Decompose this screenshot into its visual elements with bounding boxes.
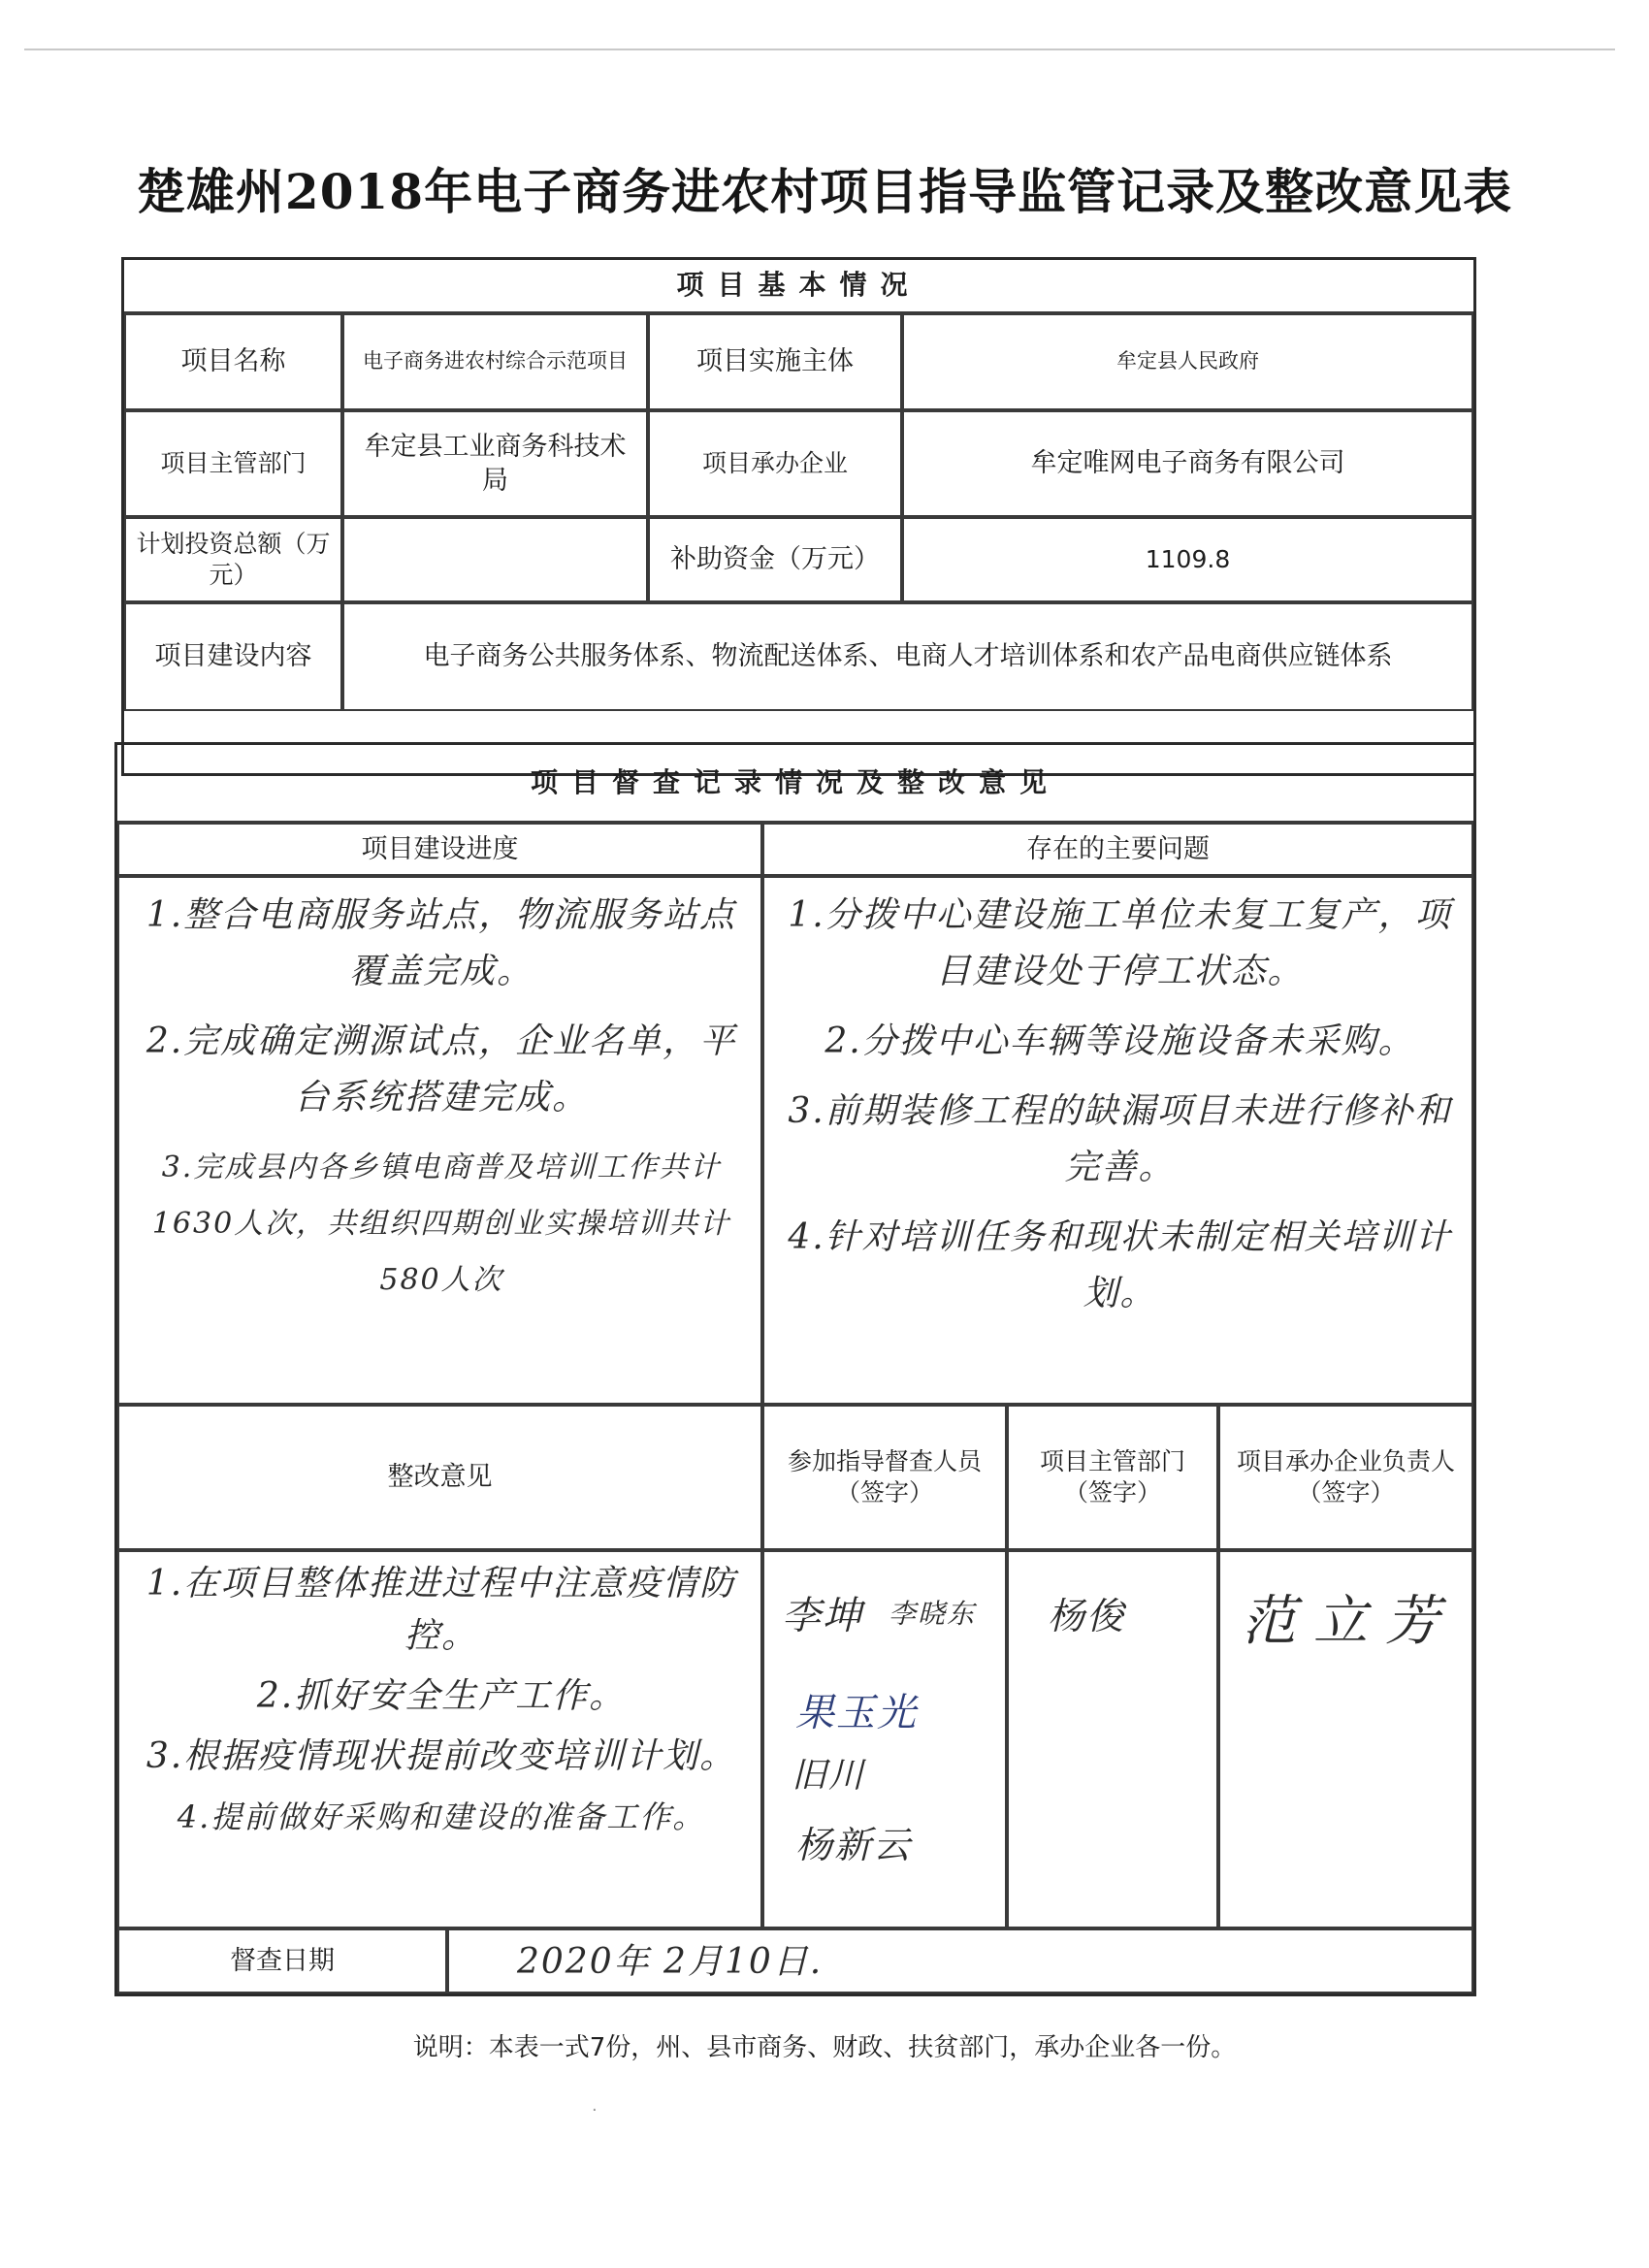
- inspector-signature: 李坤: [782, 1594, 863, 1638]
- project-name-label: 项目名称: [124, 313, 342, 410]
- date-value-cell: [447, 1928, 1473, 1993]
- dept-sign-header: 项目主管部门（签字）: [1007, 1405, 1218, 1550]
- problem-item: 3.前期装修工程的缺漏项目未进行修补和完善。: [788, 1091, 1452, 1187]
- company-label: 项目承办企业: [648, 410, 902, 517]
- dept-value: 牟定县工业商务科技术局: [342, 410, 648, 517]
- scan-speck: ·: [592, 2100, 598, 2121]
- rectify-header: 整改意见: [117, 1405, 762, 1550]
- inspector-signature: 旧川: [792, 1756, 866, 1796]
- implementer-label: 项目实施主体: [648, 313, 902, 410]
- problems-handwriting: [778, 888, 1462, 1336]
- footnote: 说明：本表一式7份，州、县市商务、财政、扶贫部门，承办企业各一份。: [412, 2033, 1237, 2062]
- progress-handwriting: [131, 888, 752, 1322]
- page-title: 楚雄州2018年电子商务进农村项目指导监管记录及整改意见表: [136, 163, 1513, 220]
- inspector-signature: 果玉光: [795, 1691, 918, 1735]
- rectify-cell: [117, 1550, 762, 1928]
- inspector-signature: 杨新云: [795, 1824, 913, 1866]
- scan-top-edge: [24, 49, 1615, 50]
- rectify-item: 2.抓好安全生产工作。: [256, 1676, 627, 1716]
- content-value: 电子商务公共服务体系、物流配送体系、电商人才培训体系和农产品电商供应链体系: [342, 602, 1473, 711]
- problems-header: 存在的主要问题: [762, 823, 1473, 876]
- company-signature-cell: [1218, 1550, 1473, 1928]
- inspectors-header: 参加指导督查人员（签字）: [762, 1405, 1007, 1550]
- progress-header: 项目建设进度: [117, 823, 762, 876]
- basic-info-table: [121, 257, 1476, 776]
- date-value: 2020年 2月10日.: [517, 1942, 824, 1982]
- problem-item: 4.针对培训任务和现状未制定相关培训计划。: [788, 1217, 1452, 1313]
- project-name-value: 电子商务进农村综合示范项目: [342, 313, 648, 410]
- progress-item: 3.完成县内各乡镇电商普及培训工作共计1630人次，共组织四期创业实操培训共计580人次: [151, 1150, 731, 1297]
- dept-signature: 杨俊: [1048, 1595, 1126, 1637]
- subsidy-value: 1109.8: [902, 517, 1473, 602]
- date-label: 督查日期: [117, 1928, 447, 1993]
- dept-signature-cell: [1007, 1550, 1218, 1928]
- rectify-item: 1.在项目整体推进过程中注意疫情防控。: [146, 1564, 737, 1656]
- company-sign-header: 项目承办企业负责人（签字）: [1218, 1405, 1473, 1550]
- rectify-handwriting: [131, 1558, 752, 1857]
- invest-label: 计划投资总额（万元）: [124, 517, 342, 602]
- rectify-item: 3.根据疫情现状提前改变培训计划。: [146, 1736, 737, 1776]
- implementer-value: 牟定县人民政府: [902, 313, 1473, 410]
- inspector-signature: 李晓东: [889, 1598, 977, 1630]
- dept-label: 项目主管部门: [124, 410, 342, 517]
- progress-cell: [117, 876, 762, 1405]
- problem-item: 2.分拨中心车辆等设施设备未采购。: [824, 1021, 1415, 1061]
- supervision-section-title: 项目督查记录情况及整改意见: [117, 745, 1473, 823]
- company-value: 牟定唯网电子商务有限公司: [902, 410, 1473, 517]
- content-label: 项目建设内容: [124, 602, 342, 711]
- progress-item: 1.整合电商服务站点，物流服务站点覆盖完成。: [146, 895, 737, 991]
- problems-cell: [762, 876, 1473, 1405]
- basic-section-title: 项目基本情况: [124, 260, 1473, 313]
- company-signature: 范立芳: [1242, 1590, 1457, 1653]
- invest-value: [342, 517, 648, 602]
- subsidy-label: 补助资金（万元）: [648, 517, 902, 602]
- problem-item: 1.分拨中心建设施工单位未复工复产，项目建设处于停工状态。: [788, 895, 1452, 991]
- inspector-signatures-cell: [762, 1550, 1007, 1928]
- supervision-table: [114, 742, 1476, 1996]
- progress-item: 2.完成确定溯源试点，企业名单，平台系统搭建完成。: [146, 1021, 737, 1118]
- rectify-item: 4.提前做好采购和建设的准备工作。: [177, 1798, 706, 1835]
